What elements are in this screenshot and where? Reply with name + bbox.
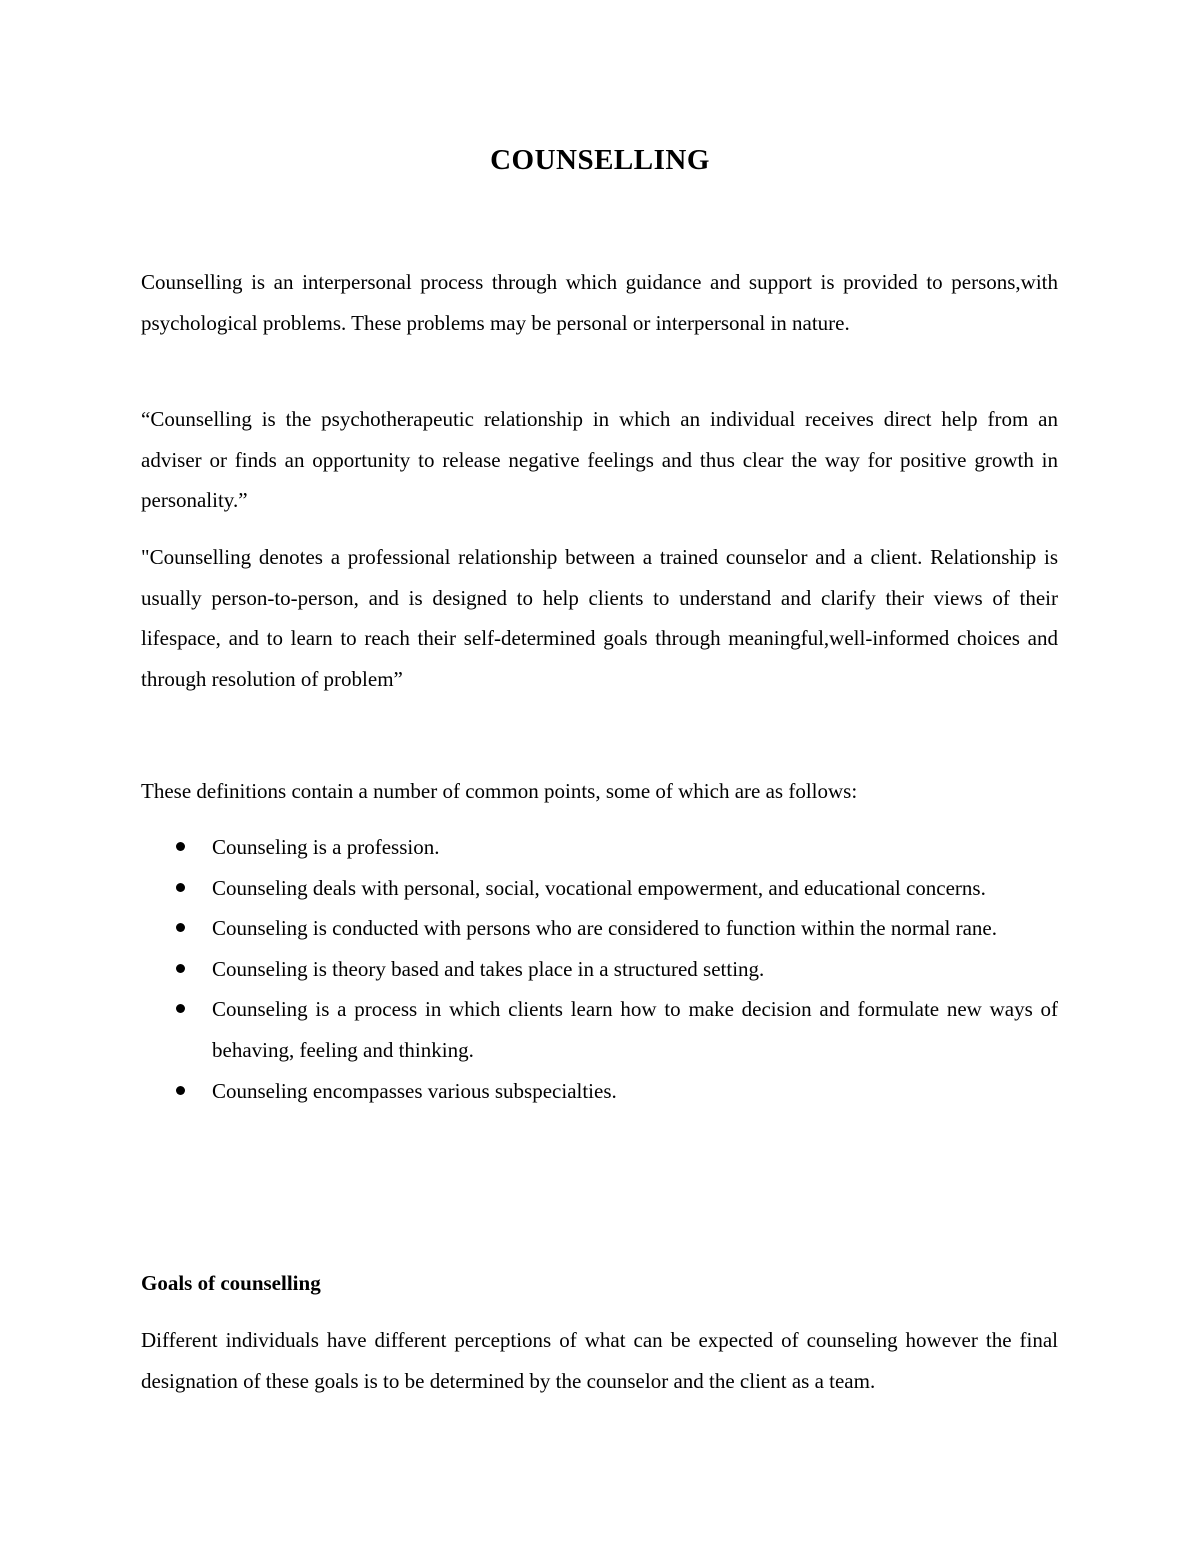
bullet-icon — [176, 842, 185, 851]
common-points-list — [141, 827, 1058, 1111]
intro-paragraph: Counselling is an interpersonal process through which guidance and support is provided to persons,with psychological problems. These problems may be personal or interpersonal in nature. — [141, 270, 1058, 335]
list-item — [141, 989, 1058, 1070]
list-item-text: Counseling is a process in which clients learn how to make decision and formulate new ways of behaving, feeling and thinking. — [212, 997, 1058, 1062]
list-item-text: Counseling deals with personal, social, vocational empowerment, and educational concerns. — [212, 875, 986, 900]
goals-paragraph: Different individuals have different perceptions of what can be expected of counseling however the final designation of these goals is to be determined by the counselor and the client as a team. — [141, 1328, 1058, 1393]
list-item — [141, 868, 1058, 909]
goals-heading: Goals of counselling — [141, 1271, 321, 1295]
list-item-text: Counseling is theory based and takes place in a structured setting. — [212, 956, 765, 981]
list-item-text: Counseling encompasses various subspecialties. — [212, 1078, 617, 1103]
bullet-icon — [176, 883, 185, 892]
list-item — [141, 1071, 1058, 1112]
document-title: COUNSELLING — [490, 144, 710, 176]
common-points-intro: These definitions contain a number of common points, some of which are as follows: — [141, 779, 858, 803]
bullet-icon — [176, 1086, 185, 1095]
bullet-icon — [176, 1004, 185, 1013]
list-item — [141, 827, 1058, 868]
list-item-text: Counseling is a profession. — [212, 835, 440, 859]
bullet-icon — [176, 923, 185, 932]
list-item — [141, 949, 1058, 990]
list-item — [141, 908, 1058, 949]
definition-quote-1: “Counselling is the psychotherapeutic relationship in which an individual receives direct help from an adviser or finds an opportunity to release negative feelings and thus clear the way for positive growth in personality.” — [141, 407, 1058, 513]
definition-quote-2: "Counselling denotes a professional relationship between a trained counselor and a client. Relationship is usually person-to-person, and is designed to help clients to understand and clarify their views of their lifespace, and to learn to reach their self-determined goals through meaningful,well-informed choices and through resolution of problem” — [141, 545, 1058, 691]
bullet-icon — [176, 964, 185, 973]
list-item-text: Counseling is conducted with persons who are considered to function within the normal rane. — [212, 916, 997, 941]
